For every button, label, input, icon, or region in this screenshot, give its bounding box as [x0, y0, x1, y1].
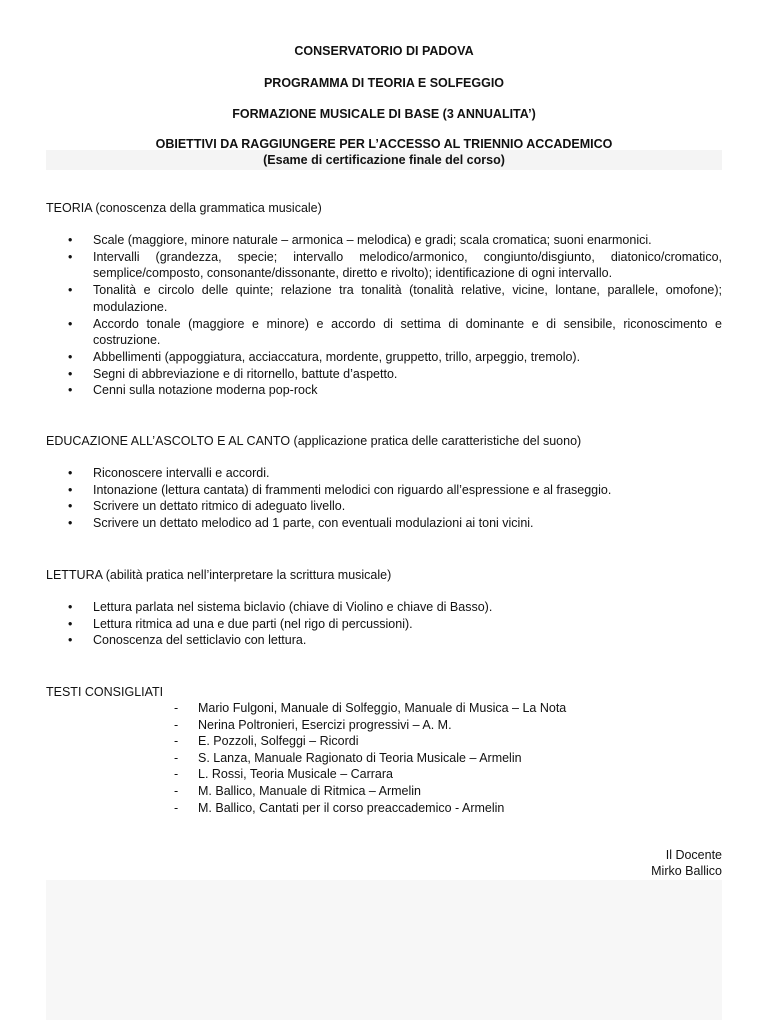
- dash-icon: -: [174, 701, 179, 715]
- teoria-list: [46, 232, 722, 399]
- dash-icon: -: [174, 783, 179, 798]
- section-lettura: [46, 567, 722, 649]
- list-item: [170, 766, 566, 783]
- list-item: [46, 316, 722, 349]
- bullet-icon: •: [68, 482, 73, 497]
- list-item: [170, 733, 566, 750]
- list-item-text: Abbellimenti (appoggiatura, acciaccatura, mordente, gruppetto, trillo, arpeggio, tremolo).: [93, 349, 581, 364]
- exam-subtitle: (Esame di certificazione finale del corso): [263, 153, 505, 167]
- list-item: [46, 249, 722, 282]
- list-item-text: Intonazione (lettura cantata) di frammenti melodici con riguardo all’espressione e al fraseggio.: [93, 482, 612, 497]
- section-educazione: [46, 433, 722, 532]
- bullet-icon: •: [68, 633, 73, 648]
- program-title: PROGRAMMA DI TEORIA E SOLFEGGIO: [263, 76, 505, 90]
- dash-icon: -: [174, 800, 179, 815]
- course-title: FORMAZIONE MUSICALE DI BASE (3 ANNUALITA’): [232, 107, 536, 121]
- list-item-text: Lettura parlata nel sistema biclavio (chiave di Violino e chiave di Basso).: [93, 600, 493, 614]
- list-item: [170, 800, 566, 817]
- list-item-text: M. Ballico, Manuale di Ritmica – Armelin: [198, 783, 421, 798]
- list-item-text: Scale (maggiore, minore naturale – armonica – melodica) e gradi; scala cromatica; suoni enarmonici.: [93, 233, 652, 247]
- list-item: [46, 498, 722, 515]
- list-item-text: Nerina Poltronieri, Esercizi progressivi – A. M.: [198, 717, 452, 732]
- list-item-text: Lettura ritmica ad una e due parti (nel rigo di percussioni).: [93, 616, 413, 631]
- list-item: [46, 616, 722, 633]
- bullet-icon: •: [68, 366, 73, 381]
- list-item: [46, 482, 722, 499]
- list-item: [46, 632, 722, 649]
- list-item-text: Accordo tonale (maggiore e minore) e accordo di settima di dominante e di sensibile, riconoscimento e costruzione.: [93, 316, 722, 348]
- section-heading: LETTURA: [46, 568, 103, 582]
- list-item: [46, 465, 722, 482]
- section-subheading: (conoscenza della grammatica musicale): [91, 201, 322, 215]
- bullet-icon: •: [68, 499, 73, 514]
- testi-list: [170, 700, 566, 816]
- list-item: [46, 599, 722, 616]
- shaded-band-bottom: [46, 880, 722, 1020]
- institution-title: CONSERVATORIO DI PADOVA: [294, 44, 474, 58]
- signature-block: [651, 847, 722, 879]
- list-item-text: Intervalli (grandezza, specie; intervallo melodico/armonico, congiunto/disgiunto, diatonico/cromatico, semplice/composto, consonante/dissonante, diretto e rivolto); identificazione di ogni intervallo.: [93, 249, 722, 281]
- bullet-icon: •: [68, 349, 73, 364]
- bullet-icon: •: [68, 383, 73, 398]
- list-item: [46, 382, 722, 399]
- section-teoria: [46, 200, 722, 399]
- bullet-icon: •: [68, 283, 73, 298]
- bullet-icon: •: [68, 233, 73, 247]
- list-item-text: Segni di abbreviazione e di ritornello, battute d’aspetto.: [93, 366, 398, 381]
- dash-icon: -: [174, 734, 179, 749]
- section-title: [46, 200, 722, 216]
- list-item-text: Tonalità e circolo delle quinte; relazione tra tonalità (tonalità relative, vicine, lontane, parallele, omofone); modulazione.: [93, 283, 722, 314]
- list-item-text: E. Pozzoli, Solfeggi – Ricordi: [198, 734, 359, 749]
- testi-heading: TESTI CONSIGLIATI: [46, 685, 164, 699]
- dash-icon: -: [174, 717, 179, 732]
- list-item-text: Mario Fulgoni, Manuale di Solfeggio, Manuale di Musica – La Nota: [198, 701, 567, 715]
- list-item: [46, 349, 722, 366]
- list-item: [46, 282, 722, 315]
- section-title: [46, 567, 722, 583]
- bullet-icon: •: [68, 316, 73, 331]
- educazione-list: [46, 465, 722, 532]
- lettura-list: [46, 599, 722, 649]
- list-item-text: Conoscenza del setticlavio con lettura.: [93, 633, 307, 648]
- list-item-text: Scrivere un dettato melodico ad 1 parte, con eventuali modulazioni ai toni vicini.: [93, 516, 534, 531]
- bullet-icon: •: [68, 516, 73, 531]
- list-item-text: M. Ballico, Cantati per il corso preaccademico - Armelin: [198, 800, 505, 815]
- bullet-icon: •: [68, 466, 73, 480]
- bullet-icon: •: [68, 616, 73, 631]
- list-item: [170, 783, 566, 800]
- section-title: [46, 433, 722, 449]
- list-item-text: Scrivere un dettato ritmico di adeguato livello.: [93, 499, 346, 514]
- bullet-icon: •: [68, 600, 73, 614]
- section-heading: EDUCAZIONE ALL’ASCOLTO E AL CANTO: [46, 434, 291, 448]
- section-subheading: (applicazione pratica delle caratteristiche del suono): [290, 434, 582, 448]
- objectives-title: OBIETTIVI DA RAGGIUNGERE PER L’ACCESSO AL TRIENNIO ACCADEMICO: [155, 137, 613, 151]
- signature-name: Mirko Ballico: [651, 864, 722, 878]
- list-item: [170, 750, 566, 767]
- section-heading: TEORIA: [46, 201, 92, 215]
- list-item: [170, 700, 566, 717]
- dash-icon: -: [174, 767, 179, 782]
- list-item-text: L. Rossi, Teoria Musicale – Carrara: [198, 767, 393, 782]
- section-subheading: (abilità pratica nell’interpretare la scrittura musicale): [102, 568, 392, 582]
- list-item: [170, 717, 566, 734]
- list-item: [46, 515, 722, 532]
- list-item-text: Cenni sulla notazione moderna pop-rock: [93, 383, 318, 398]
- signature-role: Il Docente: [665, 848, 722, 862]
- dash-icon: -: [174, 750, 179, 765]
- list-item-text: S. Lanza, Manuale Ragionato di Teoria Musicale – Armelin: [198, 750, 522, 765]
- list-item: [46, 232, 722, 249]
- list-item-text: Riconoscere intervalli e accordi.: [93, 466, 270, 480]
- list-item: [46, 366, 722, 383]
- bullet-icon: •: [68, 249, 73, 264]
